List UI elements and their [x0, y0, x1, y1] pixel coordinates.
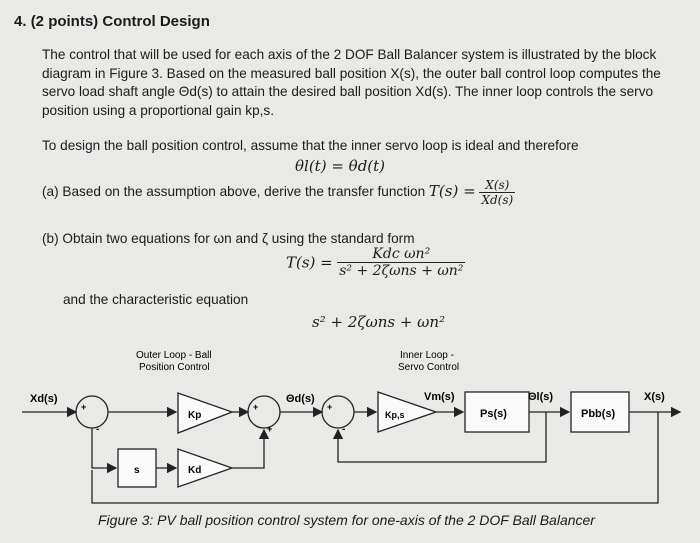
outer-loop-label-1: Outer Loop - Ball [136, 350, 212, 361]
servo-equation: θl(t) = θd(t) [295, 157, 386, 175]
inner-summing-junction [322, 396, 354, 428]
s-block-label: s [134, 465, 140, 476]
theta-l-signal-label: Θl(s) [528, 391, 554, 403]
outer-summing-junction [76, 396, 108, 428]
figure-caption: Figure 3: PV ball position control system for one-axis of the 2 DOF Ball Balancer [98, 512, 595, 528]
inner-plus-sign: + [327, 402, 333, 412]
pd-plus-sign-left: + [253, 402, 259, 412]
problem-points: (2 points) [30, 13, 99, 30]
standard-form-den: s² + 2ζωns + ωn² [339, 263, 464, 279]
kd-gain-block [178, 449, 232, 487]
problem-title: Control Design [102, 13, 210, 30]
kd-label: Kd [188, 465, 202, 476]
theta-d-signal-label: Θd(s) [286, 393, 315, 405]
inner-loop-label-1: Inner Loop - [400, 350, 454, 361]
part-a-num: X(s) [479, 178, 515, 193]
ps-label: Ps(s) [480, 408, 507, 420]
kd-out-line [232, 430, 264, 468]
inner-loop-label-2: Servo Control [398, 362, 460, 373]
standard-form-lhs: T(s) = [286, 253, 333, 272]
char-equation: s² + 2ζωns + ωn² [312, 313, 446, 331]
assumption-text: To design the ball position control, assume that the inner servo loop is ideal and therefore [42, 138, 579, 153]
vm-signal-label: Vm(s) [424, 391, 455, 403]
kp-gain-block [178, 393, 232, 433]
pd-plus-sign-bottom: + [267, 424, 273, 434]
part-a-den: Xd(s) [481, 193, 514, 207]
xd-signal-label: Xd(s) [30, 393, 58, 405]
inner-minus-sign: - [342, 424, 346, 435]
part-b-text: Obtain two equations for ωn and ζ using the standard form [62, 231, 415, 246]
problem-number: 4. [14, 13, 27, 30]
part-a-label: (a) [42, 184, 59, 200]
kps-label: Kp,s [385, 410, 405, 420]
pd-summing-junction [248, 396, 280, 428]
part-b-label: (b) [42, 231, 59, 246]
x-output-signal-label: X(s) [644, 391, 665, 403]
outer-plus-sign: + [81, 402, 87, 412]
char-eq-label: and the characteristic equation [63, 292, 249, 307]
part-a-tf: T(s) = [428, 182, 476, 201]
outer-loop-label-2: Position Control [139, 362, 210, 373]
pbb-label: Pbb(s) [581, 408, 616, 420]
intro-paragraph: The control that will be used for each axis of the 2 DOF Ball Balancer system is illustrated by the block diagram in Figure 3. Based on the measured ball position X(s), the outer ball control loop computes the servo load shaft angle Θd(s) to attain the desired ball position Xd(s). The inner loop controls the servo position using a proportional gain kp,s. [42, 47, 661, 118]
part-a-text: Based on the assumption above, derive the transfer function [62, 184, 426, 200]
outer-minus-sign: - [96, 424, 100, 435]
kp-label: Kp [188, 410, 202, 421]
standard-form-num: Kdc ωn² [337, 246, 465, 263]
